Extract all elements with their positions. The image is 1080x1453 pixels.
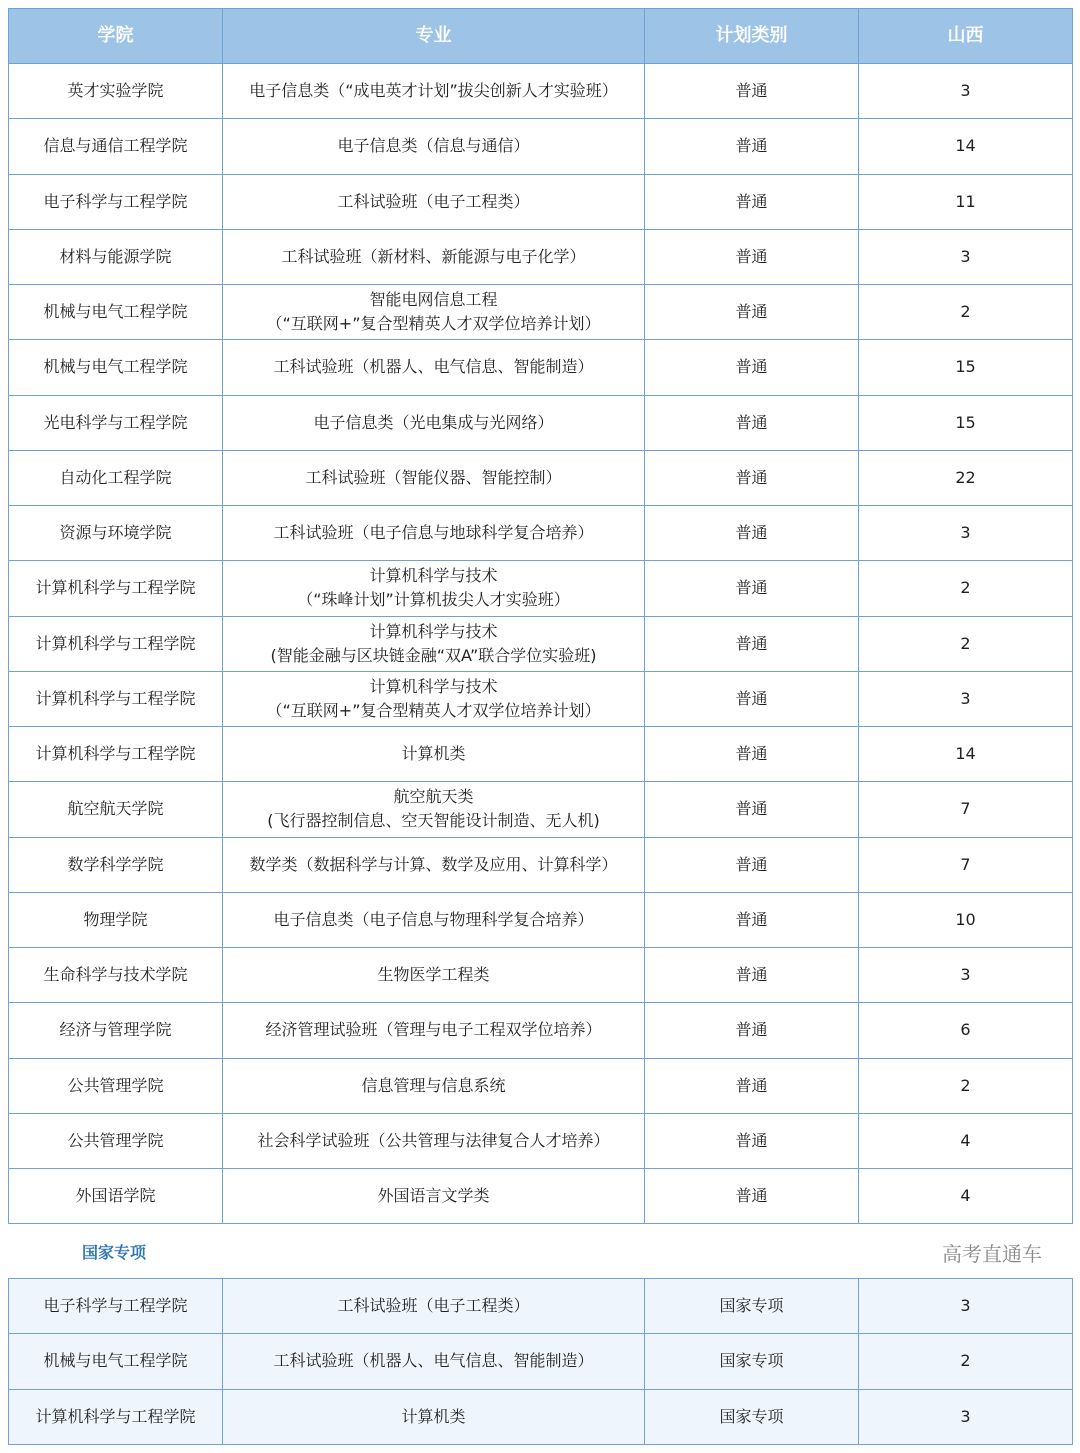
cell-quota: 3	[859, 948, 1073, 1003]
cell-major: 计算机科学与技术 (智能金融与区块链金融“双A”联合学位实验班)	[223, 616, 645, 671]
cell-major: 生物医学工程类	[223, 948, 645, 1003]
cell-major: 经济管理试验班（管理与电子工程双学位培养）	[223, 1003, 645, 1058]
cell-quota: 15	[859, 340, 1073, 395]
cell-major: 电子信息类（“成电英才计划”拔尖创新人才实验班）	[223, 64, 645, 119]
watermark: 高考直通车	[942, 1242, 1042, 1266]
cell-college: 航空航天学院	[9, 782, 223, 837]
table-row	[9, 285, 1073, 340]
cell-college: 电子科学与工程学院	[9, 174, 223, 229]
cell-major: 计算机类	[223, 727, 645, 782]
cell-plan-type: 国家专项	[645, 1279, 859, 1334]
cell-quota: 3	[859, 1279, 1073, 1334]
cell-quota: 15	[859, 395, 1073, 450]
cell-quota: 2	[859, 1334, 1073, 1389]
cell-college: 材料与能源学院	[9, 229, 223, 284]
cell-college: 自动化工程学院	[9, 450, 223, 505]
header-major: 专业	[223, 9, 645, 64]
table-row	[9, 174, 1073, 229]
table-row	[9, 1058, 1073, 1113]
cell-major: 电子信息类（信息与通信）	[223, 119, 645, 174]
cell-major: 电子信息类（光电集成与光网络）	[223, 395, 645, 450]
cell-plan-type: 普通	[645, 174, 859, 229]
cell-quota: 14	[859, 119, 1073, 174]
cell-plan-type: 普通	[645, 727, 859, 782]
cell-plan-type: 普通	[645, 1169, 859, 1224]
cell-plan-type: 国家专项	[645, 1334, 859, 1389]
cell-plan-type: 普通	[645, 1113, 859, 1168]
cell-college: 信息与通信工程学院	[9, 119, 223, 174]
cell-college: 外国语学院	[9, 1169, 223, 1224]
cell-college: 计算机科学与工程学院	[9, 616, 223, 671]
table-row	[9, 1169, 1073, 1224]
cell-quota: 3	[859, 229, 1073, 284]
cell-college: 计算机科学与工程学院	[9, 561, 223, 616]
national-special-table	[8, 1278, 1073, 1445]
cell-plan-type: 普通	[645, 782, 859, 837]
cell-major: 外国语言文学类	[223, 1169, 645, 1224]
cell-major: 智能电网信息工程 （“互联网+”复合型精英人才双学位培养计划）	[223, 285, 645, 340]
cell-college: 英才实验学院	[9, 64, 223, 119]
cell-plan-type: 普通	[645, 892, 859, 947]
table-row	[9, 837, 1073, 892]
cell-quota: 14	[859, 727, 1073, 782]
cell-college: 物理学院	[9, 892, 223, 947]
table-row	[9, 727, 1073, 782]
cell-quota: 3	[859, 64, 1073, 119]
table-row	[9, 892, 1073, 947]
table-row	[9, 229, 1073, 284]
cell-college: 机械与电气工程学院	[9, 1334, 223, 1389]
cell-plan-type: 普通	[645, 561, 859, 616]
cell-plan-type: 普通	[645, 616, 859, 671]
cell-college: 计算机科学与工程学院	[9, 727, 223, 782]
cell-quota: 4	[859, 1169, 1073, 1224]
table-row	[9, 506, 1073, 561]
cell-plan-type: 普通	[645, 64, 859, 119]
cell-plan-type: 国家专项	[645, 1389, 859, 1444]
cell-plan-type: 普通	[645, 340, 859, 395]
cell-college: 生命科学与技术学院	[9, 948, 223, 1003]
table-row	[9, 64, 1073, 119]
table-row	[9, 782, 1073, 837]
cell-quota: 10	[859, 892, 1073, 947]
header-college: 学院	[9, 9, 223, 64]
cell-college: 光电科学与工程学院	[9, 395, 223, 450]
cell-major: 计算机类	[223, 1389, 645, 1444]
cell-quota: 3	[859, 1389, 1073, 1444]
cell-quota: 7	[859, 837, 1073, 892]
cell-plan-type: 普通	[645, 837, 859, 892]
cell-plan-type: 普通	[645, 671, 859, 726]
cell-major: 社会科学试验班（公共管理与法律复合人才培养）	[223, 1113, 645, 1168]
cell-major: 工科试验班（电子工程类）	[223, 174, 645, 229]
cell-major: 航空航天类 (飞行器控制信息、空天智能设计制造、无人机)	[223, 782, 645, 837]
table-row	[9, 671, 1073, 726]
cell-major: 工科试验班（机器人、电气信息、智能制造）	[223, 340, 645, 395]
table-row	[9, 1003, 1073, 1058]
cell-major: 计算机科学与技术 （“珠峰计划”计算机拔尖人才实验班）	[223, 561, 645, 616]
cell-plan-type: 普通	[645, 229, 859, 284]
table-row	[9, 1113, 1073, 1168]
cell-quota: 2	[859, 1058, 1073, 1113]
cell-quota: 22	[859, 450, 1073, 505]
table-row	[9, 948, 1073, 1003]
cell-college: 数学科学学院	[9, 837, 223, 892]
cell-quota: 11	[859, 174, 1073, 229]
table-row	[9, 340, 1073, 395]
cell-plan-type: 普通	[645, 119, 859, 174]
cell-college: 机械与电气工程学院	[9, 340, 223, 395]
table-row	[9, 1279, 1073, 1334]
header-shanxi: 山西	[859, 9, 1073, 64]
cell-college: 公共管理学院	[9, 1058, 223, 1113]
cell-major: 工科试验班（电子信息与地球科学复合培养）	[223, 506, 645, 561]
cell-plan-type: 普通	[645, 948, 859, 1003]
cell-quota: 2	[859, 616, 1073, 671]
cell-quota: 4	[859, 1113, 1073, 1168]
cell-college: 机械与电气工程学院	[9, 285, 223, 340]
cell-quota: 2	[859, 285, 1073, 340]
cell-plan-type: 普通	[645, 1003, 859, 1058]
cell-quota: 2	[859, 561, 1073, 616]
cell-plan-type: 普通	[645, 285, 859, 340]
cell-college: 电子科学与工程学院	[9, 1279, 223, 1334]
cell-plan-type: 普通	[645, 395, 859, 450]
header-plan-type: 计划类别	[645, 9, 859, 64]
table-row	[9, 119, 1073, 174]
cell-quota: 3	[859, 671, 1073, 726]
cell-plan-type: 普通	[645, 1058, 859, 1113]
cell-major: 计算机科学与技术 （“互联网+”复合型精英人才双学位培养计划）	[223, 671, 645, 726]
cell-major: 信息管理与信息系统	[223, 1058, 645, 1113]
cell-major: 工科试验班（机器人、电气信息、智能制造）	[223, 1334, 645, 1389]
cell-college: 计算机科学与工程学院	[9, 671, 223, 726]
table-row	[9, 395, 1073, 450]
cell-quota: 3	[859, 506, 1073, 561]
cell-college: 经济与管理学院	[9, 1003, 223, 1058]
enrollment-table	[8, 8, 1073, 1224]
cell-major: 工科试验班（新材料、新能源与电子化学）	[223, 229, 645, 284]
table-row	[9, 616, 1073, 671]
table-header-row	[9, 9, 1073, 64]
cell-quota: 7	[859, 782, 1073, 837]
cell-major: 数学类（数据科学与计算、数学及应用、计算科学）	[223, 837, 645, 892]
table-row	[9, 1389, 1073, 1444]
cell-college: 公共管理学院	[9, 1113, 223, 1168]
section-label-national-special: 国家专项	[82, 1243, 147, 1262]
cell-college: 计算机科学与工程学院	[9, 1389, 223, 1444]
cell-plan-type: 普通	[645, 506, 859, 561]
table-row	[9, 1334, 1073, 1389]
cell-quota: 6	[859, 1003, 1073, 1058]
table-row	[9, 561, 1073, 616]
cell-college: 资源与环境学院	[9, 506, 223, 561]
cell-major: 电子信息类（电子信息与物理科学复合培养）	[223, 892, 645, 947]
table-row	[9, 450, 1073, 505]
cell-major: 工科试验班（电子工程类）	[223, 1279, 645, 1334]
cell-major: 工科试验班（智能仪器、智能控制）	[223, 450, 645, 505]
cell-plan-type: 普通	[645, 450, 859, 505]
